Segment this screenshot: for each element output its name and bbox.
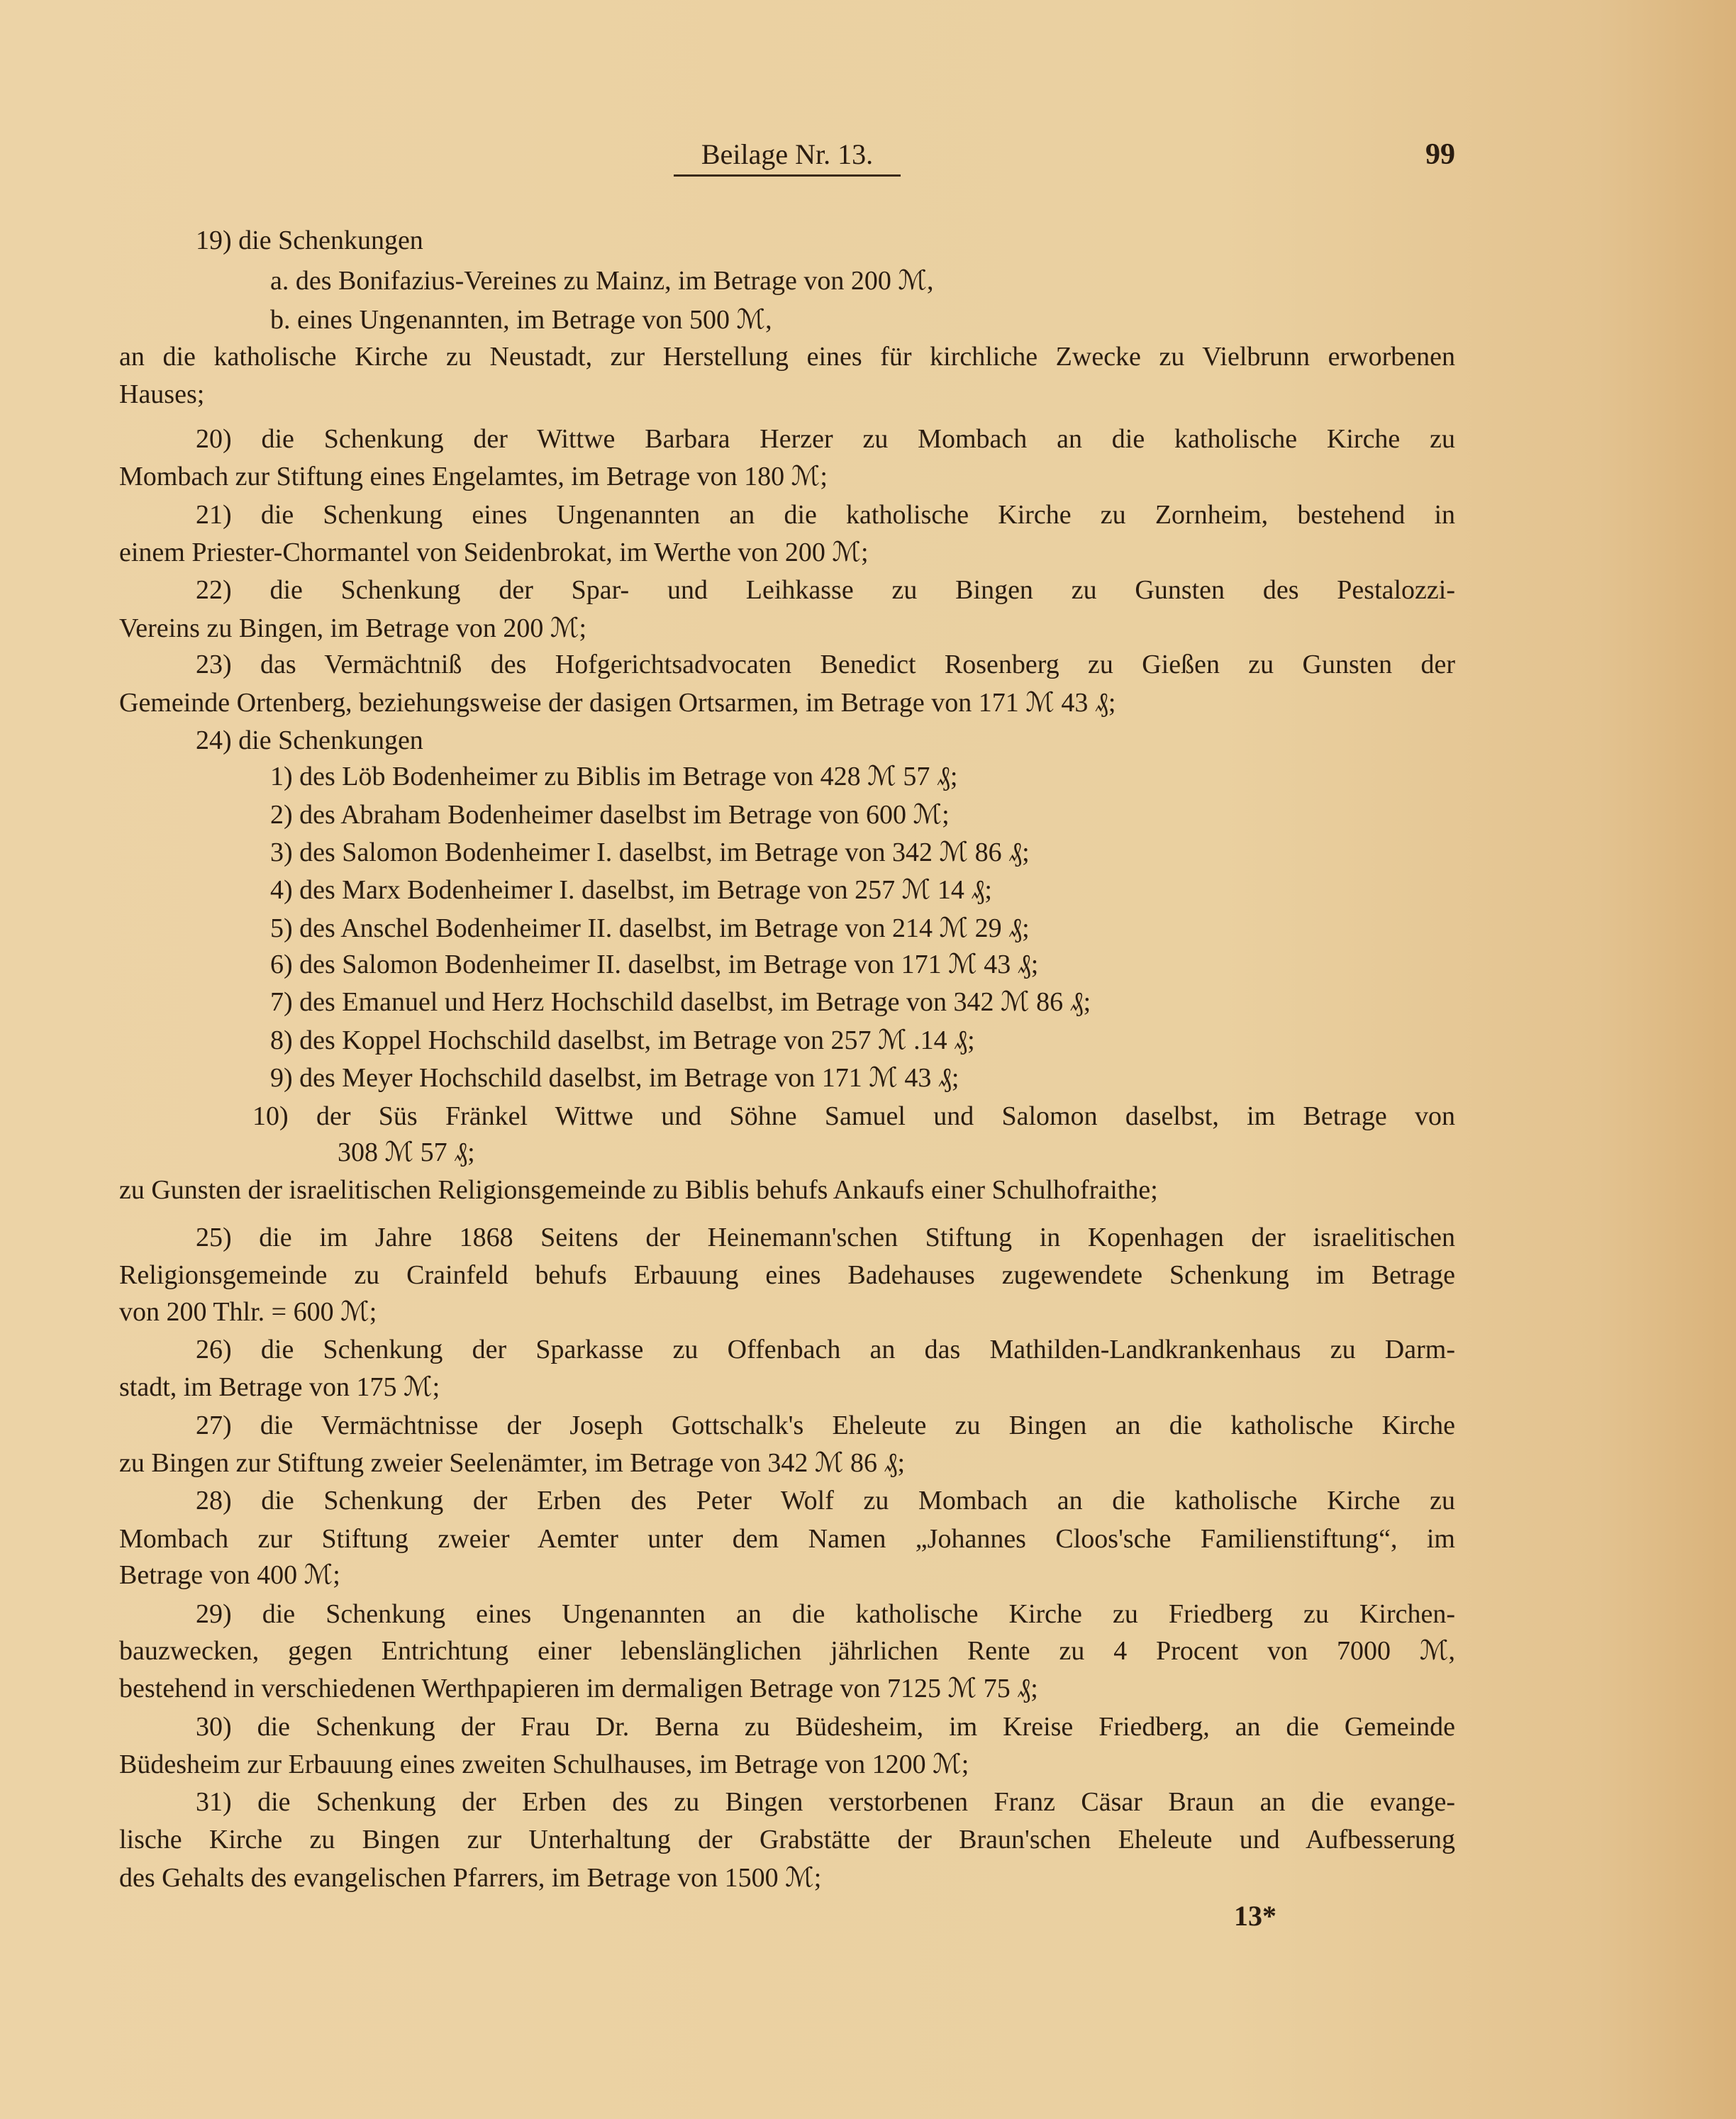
- text-line: Büdesheim zur Erbauung eines zweiten Schulhauses, im Betrage von 1200 ℳ;: [119, 1750, 969, 1779]
- signature-mark: 13*: [1234, 1900, 1276, 1932]
- text-line: bauzwecken, gegen Entrichtung einer lebenslänglichen jährlichen Rente zu 4 Procent von 7000 ℳ,: [119, 1636, 1455, 1666]
- text-line: von 200 Thlr. = 600 ℳ;: [119, 1297, 377, 1327]
- text-line: 3) des Salomon Bodenheimer I. daselbst, im Betrage von 342 ℳ 86 ₰;: [270, 838, 1030, 867]
- text-line: 8) des Koppel Hochschild daselbst, im Betrage von 257 ℳ .14 ₰;: [270, 1025, 975, 1055]
- text-line: Gemeinde Ortenberg, beziehungsweise der dasigen Ortsarmen, im Betrage von 171 ℳ 43 ₰;: [119, 688, 1116, 718]
- text-line: Religionsgemeinde zu Crainfeld behufs Erbauung eines Badehauses zugewendete Schenkung im Betrage: [119, 1260, 1455, 1290]
- text-line: 26) die Schenkung der Sparkasse zu Offenbach an das Mathilden-Landkrankenhaus zu Darm-: [196, 1335, 1455, 1364]
- text-line: 21) die Schenkung eines Ungenannten an die katholische Kirche zu Zornheim, bestehend in: [196, 500, 1455, 530]
- text-line: 4) des Marx Bodenheimer I. daselbst, im Betrage von 257 ℳ 14 ₰;: [270, 875, 992, 905]
- text-line: bestehend in verschiedenen Werthpapieren im dermaligen Betrage von 7125 ℳ 75 ₰;: [119, 1674, 1038, 1703]
- text-line: Mombach zur Stiftung zweier Aemter unter dem Namen „Johannes Cloos'sche Familienstiftung“, im: [119, 1524, 1455, 1554]
- text-line: 7) des Emanuel und Herz Hochschild daselbst, im Betrage von 342 ℳ 86 ₰;: [270, 987, 1091, 1017]
- text-line: 9) des Meyer Hochschild daselbst, im Betrage von 171 ℳ 43 ₰;: [270, 1063, 959, 1093]
- text-line: Betrage von 400 ℳ;: [119, 1560, 340, 1590]
- text-line: 25) die im Jahre 1868 Seitens der Heinemann'schen Stiftung in Kopenhagen der israelitischen: [196, 1223, 1455, 1252]
- text-line: 24) die Schenkungen: [196, 725, 423, 755]
- text-line: a. des Bonifazius-Vereines zu Mainz, im Betrage von 200 ℳ,: [270, 266, 934, 296]
- text-line: zu Bingen zur Stiftung zweier Seelenämter, im Betrage von 342 ℳ 86 ₰;: [119, 1448, 906, 1478]
- text-line: stadt, im Betrage von 175 ℳ;: [119, 1372, 440, 1402]
- text-line: 27) die Vermächtnisse der Joseph Gottschalk's Eheleute zu Bingen an die katholische Kirche: [196, 1411, 1455, 1440]
- text-line: Hauses;: [119, 379, 205, 409]
- text-line: 28) die Schenkung der Erben des Peter Wolf zu Mombach an die katholische Kirche zu: [196, 1486, 1455, 1515]
- text-line: 29) die Schenkung eines Ungenannten an die katholische Kirche zu Friedberg zu Kirchen-: [196, 1599, 1455, 1629]
- text-line: lische Kirche zu Bingen zur Unterhaltung der Grabstätte der Braun'schen Eheleute und Aufbesserung: [119, 1825, 1455, 1854]
- text-line: 22) die Schenkung der Spar- und Leihkasse zu Bingen zu Gunsten des Pestalozzi-: [196, 575, 1455, 605]
- running-header-title: Beilage Nr. 13.: [674, 136, 901, 177]
- text-line: 6) des Salomon Bodenheimer II. daselbst, im Betrage von 171 ℳ 43 ₰;: [270, 950, 1039, 979]
- text-line: 31) die Schenkung der Erben des zu Bingen verstorbenen Franz Cäsar Braun an die evange-: [196, 1787, 1455, 1817]
- text-line: 10) der Süs Fränkel Wittwe und Söhne Samuel und Salomon daselbst, im Betrage von: [252, 1101, 1455, 1131]
- text-line: b. eines Ungenannten, im Betrage von 500 ℳ,: [270, 305, 772, 335]
- text-line: einem Priester-Chormantel von Seidenbrokat, im Werthe von 200 ℳ;: [119, 538, 869, 567]
- text-line: 23) das Vermächtniß des Hofgerichtsadvocaten Benedict Rosenberg zu Gießen zu Gunsten der: [196, 650, 1455, 679]
- text-line: 20) die Schenkung der Wittwe Barbara Herzer zu Mombach an die katholische Kirche zu: [196, 424, 1455, 454]
- page-number: 99: [1425, 138, 1455, 171]
- text-line: 5) des Anschel Bodenheimer II. daselbst, im Betrage von 214 ℳ 29 ₰;: [270, 913, 1030, 943]
- text-line: Mombach zur Stiftung eines Engelamtes, im Betrage von 180 ℳ;: [119, 462, 828, 491]
- text-line: an die katholische Kirche zu Neustadt, zur Herstellung eines für kirchliche Zwecke zu Vielbrunn erworbenen: [119, 342, 1455, 372]
- text-line: 19) die Schenkungen: [196, 226, 423, 255]
- text-line: 308 ℳ 57 ₰;: [338, 1138, 475, 1167]
- text-line: 1) des Löb Bodenheimer zu Biblis im Betrage von 428 ℳ 57 ₰;: [270, 762, 958, 791]
- text-line: 30) die Schenkung der Frau Dr. Berna zu Büdesheim, im Kreise Friedberg, an die Gemeinde: [196, 1712, 1455, 1742]
- text-line: 2) des Abraham Bodenheimer daselbst im Betrage von 600 ℳ;: [270, 800, 950, 830]
- text-line: Vereins zu Bingen, im Betrage von 200 ℳ;: [119, 613, 587, 643]
- text-line: zu Gunsten der israelitischen Religionsgemeinde zu Biblis behufs Ankaufs einer Schulhofraithe;: [119, 1175, 1158, 1205]
- text-line: des Gehalts des evangelischen Pfarrers, im Betrage von 1500 ℳ;: [119, 1863, 822, 1893]
